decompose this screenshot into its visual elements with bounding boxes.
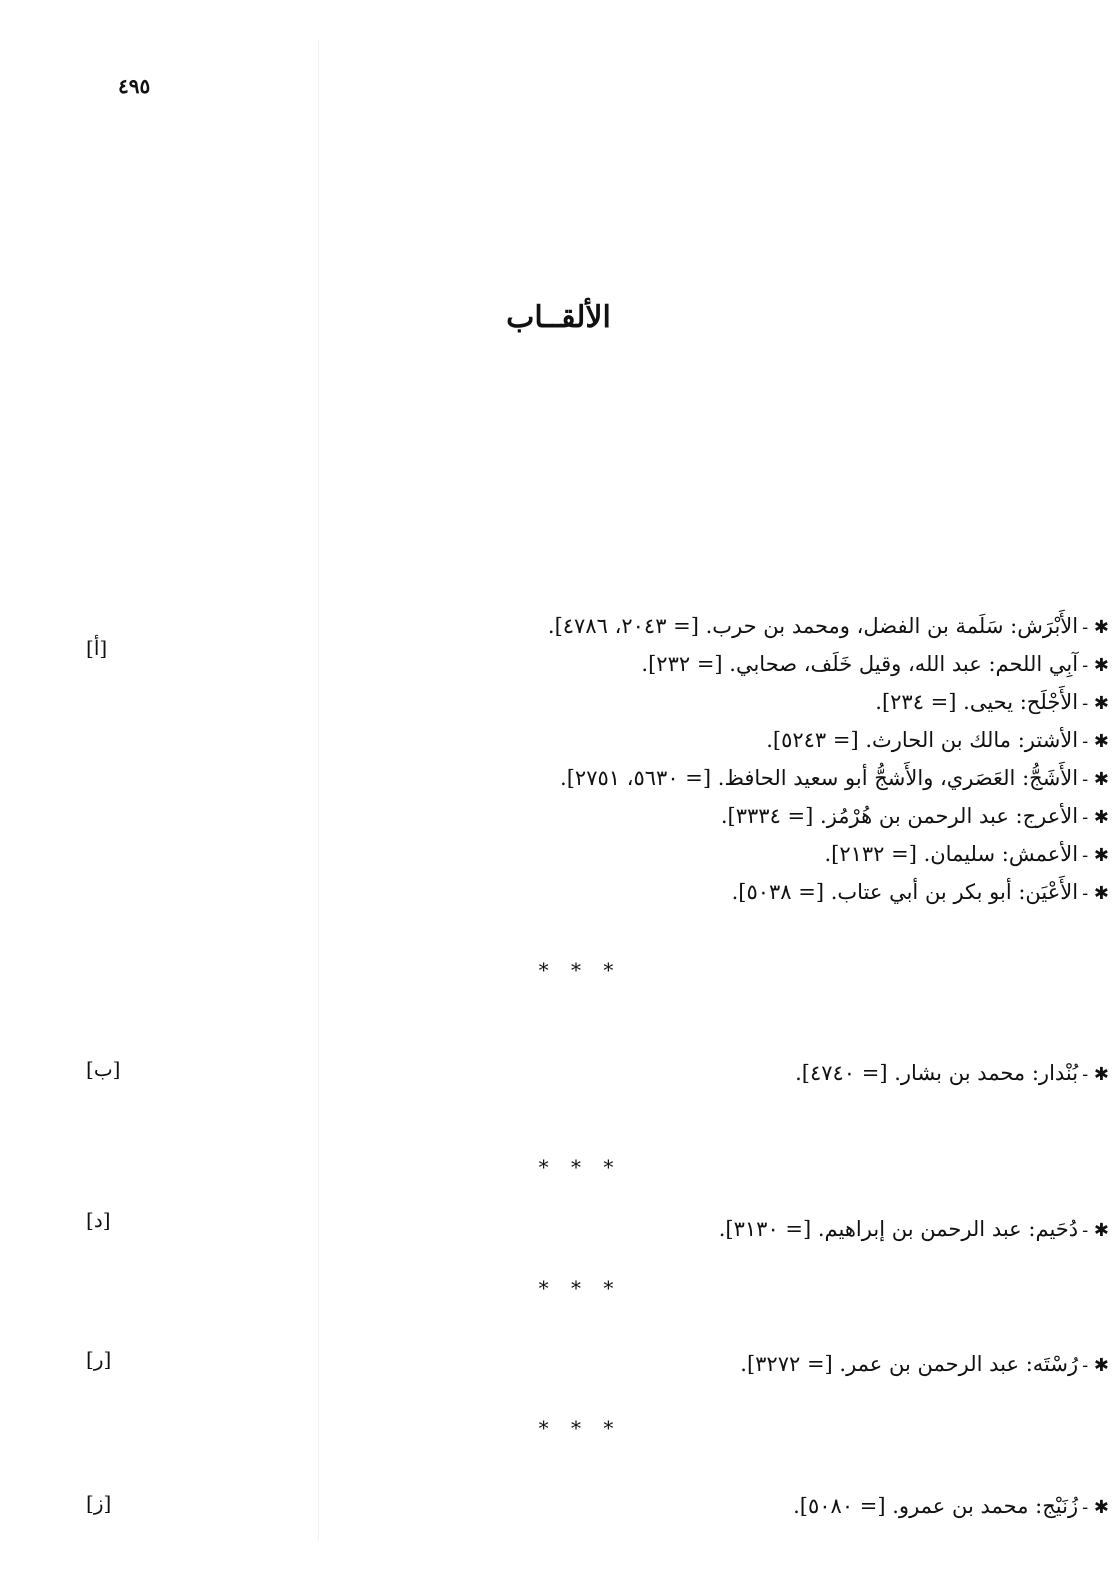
list-item xyxy=(349,607,1109,645)
bullet-star-icon: ✱ - xyxy=(1082,1064,1109,1085)
entry-text: الأَبْرَش: سَلَمة بن الفضل، ومحمد بن حرب. [= ٢٠٤٣، ٤٧٨٦]. xyxy=(547,614,1079,638)
entry-text: بُنْدار: محمد بن بشار. [= ٤٧٤٠]. xyxy=(795,1061,1079,1085)
list-item xyxy=(349,1345,1109,1383)
entry-text: الأَشَجُّ: العَصَري، والأَشجُّ أبو سعيد الحافظ. [= ٥٦٣٠، ٢٧٥١]. xyxy=(560,766,1079,790)
entry-text: زُنَيْج: محمد بن عمرو. [= ٥٠٨٠]. xyxy=(793,1494,1079,1518)
section-alif-entries xyxy=(349,607,1109,911)
list-item xyxy=(349,759,1109,797)
list-item xyxy=(349,1210,1109,1248)
scan-artifact-line xyxy=(318,40,319,1540)
list-item xyxy=(349,683,1109,721)
entry-text: الأشتر: مالك بن الحارث. [= ٥٢٤٣]. xyxy=(766,728,1079,752)
bullet-star-icon: ✱ - xyxy=(1082,1220,1109,1241)
entry-text: الأعرج: عبد الرحمن بن هُرْمُز. [= ٣٣٣٤]. xyxy=(720,804,1079,828)
bullet-star-icon: ✱ - xyxy=(1082,807,1109,828)
list-item xyxy=(349,873,1109,911)
entry-text: آبِي اللحم: عبد الله، وقيل خَلَف، صحابي. [= ٢٣٢]. xyxy=(641,652,1079,676)
entry-text: دُحَيم: عبد الرحمن بن إبراهيم. [= ٣١٣٠]. xyxy=(718,1217,1079,1241)
page-number: ٤٩٥ xyxy=(118,74,151,98)
bullet-star-icon: ✱ - xyxy=(1082,845,1109,866)
list-item xyxy=(349,797,1109,835)
section-marker-ba: [ب] xyxy=(86,1057,121,1081)
section-ba-entries xyxy=(349,1054,1109,1092)
bullet-star-icon: ✱ - xyxy=(1082,1355,1109,1376)
section-separator: * * * xyxy=(538,1276,622,1300)
list-item xyxy=(349,721,1109,759)
section-separator: * * * xyxy=(538,1416,622,1440)
page-title: الألقــاب xyxy=(506,300,611,335)
bullet-star-icon: ✱ - xyxy=(1082,655,1109,676)
list-item xyxy=(349,645,1109,683)
section-marker-alif: [أ] xyxy=(86,636,108,660)
entry-text: الأَعْيَن: أبو بكر بن أبي عتاب. [= ٥٠٣٨]. xyxy=(731,880,1079,904)
bullet-star-icon: ✱ - xyxy=(1082,617,1109,638)
bullet-star-icon: ✱ - xyxy=(1082,1497,1109,1518)
section-dal-entries xyxy=(349,1210,1109,1248)
section-separator: * * * xyxy=(538,958,622,982)
list-item xyxy=(349,835,1109,873)
section-zay-entries xyxy=(349,1487,1109,1525)
bullet-star-icon: ✱ - xyxy=(1082,731,1109,752)
bullet-star-icon: ✱ - xyxy=(1082,883,1109,904)
section-separator: * * * xyxy=(538,1155,622,1179)
section-marker-ra: [ر] xyxy=(86,1347,112,1371)
entry-text: الأَجْلَح: يحيى. [= ٢٣٤]. xyxy=(875,690,1079,714)
bullet-star-icon: ✱ - xyxy=(1082,693,1109,714)
list-item xyxy=(349,1487,1109,1525)
section-marker-dal: [د] xyxy=(86,1208,111,1232)
section-marker-zay: [ز] xyxy=(86,1491,112,1515)
list-item xyxy=(349,1054,1109,1092)
entry-text: الأعمش: سليمان. [= ٢١٣٢]. xyxy=(824,842,1079,866)
section-ra-entries xyxy=(349,1345,1109,1383)
bullet-star-icon: ✱ - xyxy=(1082,769,1109,790)
entry-text: رُسْتَه: عبد الرحمن بن عمر. [= ٣٢٧٢]. xyxy=(740,1352,1079,1376)
